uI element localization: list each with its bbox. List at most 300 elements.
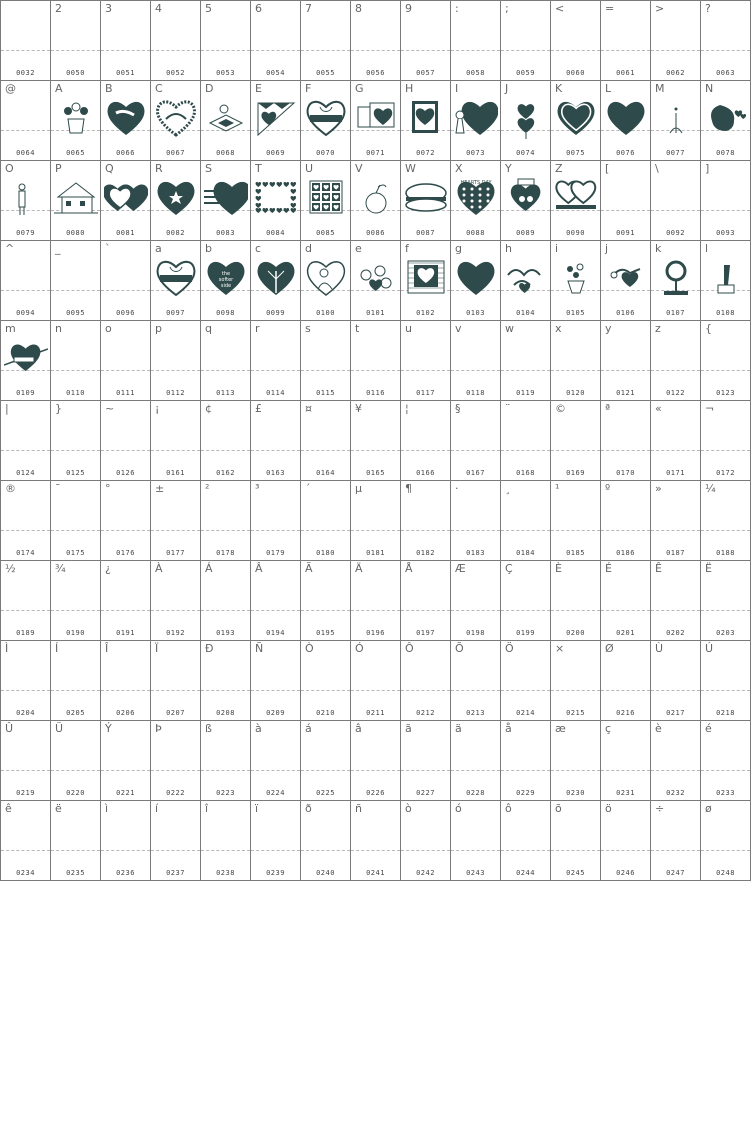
- glyph-character: î: [205, 802, 209, 815]
- glyph-character: §: [455, 402, 461, 415]
- glyph-character: 2: [55, 2, 62, 15]
- glyph-code: 0211: [366, 709, 385, 717]
- glyph-character: L: [605, 82, 612, 95]
- glyph-code: 0120: [566, 389, 585, 397]
- glyph-cell: [301, 561, 351, 640]
- glyph-character: Ø: [605, 642, 614, 655]
- glyph-character: <: [555, 2, 565, 15]
- glyph-code: 0082: [166, 229, 185, 237]
- glyph-character: U: [305, 162, 314, 175]
- glyph-code: 0062: [666, 69, 685, 77]
- glyph-character: C: [155, 82, 163, 95]
- glyph-cell: [501, 321, 551, 400]
- glyph-cell: [1, 81, 51, 160]
- baseline-guide: [351, 690, 400, 691]
- baseline-guide: [501, 370, 550, 371]
- baseline-guide: [1, 130, 50, 131]
- baseline-guide: [301, 770, 350, 771]
- vase-icon: [54, 95, 98, 139]
- glyph-character: ¹: [555, 482, 560, 495]
- glyph-code: 0210: [316, 709, 335, 717]
- baseline-guide: [251, 530, 300, 531]
- baseline-guide: [701, 530, 750, 531]
- glyph-cell: [401, 401, 451, 480]
- glyph-character: ^: [5, 242, 15, 255]
- glyph-cell: [401, 481, 451, 560]
- baseline-guide: [551, 850, 600, 851]
- glyph-character: s: [305, 322, 311, 335]
- baseline-guide: [351, 850, 400, 851]
- glyph-code: 0115: [316, 389, 335, 397]
- glyph-character: :: [455, 2, 459, 15]
- glyph-code: 0224: [266, 789, 285, 797]
- baseline-guide: [301, 450, 350, 451]
- glyph-cell: [201, 81, 251, 160]
- glyph-cell: [301, 1, 351, 80]
- glyph-character: m: [5, 322, 16, 335]
- sign-box-icon: [404, 255, 448, 299]
- glyph-cell: [701, 641, 751, 720]
- glyph-code: 0176: [116, 549, 135, 557]
- glyph-cell: [351, 241, 401, 320]
- glyph-cell: [101, 561, 151, 640]
- glyph-character: ó: [455, 802, 462, 815]
- glyph-cell: [701, 801, 751, 880]
- glyph-code: 0055: [316, 69, 335, 77]
- baseline-guide: [451, 450, 500, 451]
- glyph-code: 0246: [616, 869, 635, 877]
- glyph-cell: [1, 481, 51, 560]
- glyph-code: 0218: [716, 709, 735, 717]
- sandwich-icon: [404, 175, 448, 219]
- baseline-guide: [451, 50, 500, 51]
- baseline-guide: [51, 770, 100, 771]
- glyph-code: 0069: [266, 149, 285, 157]
- baseline-guide: [451, 370, 500, 371]
- baseline-guide: [201, 770, 250, 771]
- glyph-code: 0236: [116, 869, 135, 877]
- glyph-cell: [301, 321, 351, 400]
- glyph-character: ~: [105, 402, 115, 415]
- glyph-cell: [651, 561, 701, 640]
- baseline-guide: [251, 50, 300, 51]
- baseline-guide: [451, 610, 500, 611]
- glyph-character: â: [355, 722, 362, 735]
- glyph-character: Ê: [655, 562, 662, 575]
- glyph-code: 0051: [116, 69, 135, 77]
- glyph-character: 3: [105, 2, 112, 15]
- baseline-guide: [551, 50, 600, 51]
- glyph-cell: [451, 801, 501, 880]
- glyph-cell: [451, 401, 501, 480]
- grid-row: [0, 481, 751, 561]
- glyph-code: 0070: [316, 149, 335, 157]
- baseline-guide: [651, 450, 700, 451]
- glyph-cell: [401, 641, 451, 720]
- glyph-cell: [601, 321, 651, 400]
- baseline-guide: [151, 770, 200, 771]
- glyph-character: ï: [255, 802, 259, 815]
- baseline-guide: [1, 450, 50, 451]
- grid-row: [0, 721, 751, 801]
- glyph-cell: [501, 241, 551, 320]
- glyph-character: Ö: [505, 642, 514, 655]
- glyph-character: é: [705, 722, 712, 735]
- glyph-character: ¸: [505, 482, 511, 495]
- glyph-code: 0170: [616, 469, 635, 477]
- svg-text:the: the: [221, 271, 231, 277]
- glyph-cell: [701, 1, 751, 80]
- glyph-character: J: [505, 82, 509, 95]
- glyph-character: Á: [205, 562, 213, 575]
- glyph-code: 0167: [466, 469, 485, 477]
- glyph-code: 0222: [166, 789, 185, 797]
- glyph-character: `: [105, 242, 111, 255]
- glyph-cell: [51, 241, 101, 320]
- glyph-character: ¦: [405, 402, 409, 415]
- glyph-cell: [501, 801, 551, 880]
- glyph-code: 0202: [666, 629, 685, 637]
- glyph-cell: [451, 241, 501, 320]
- glyph-code: 0175: [66, 549, 85, 557]
- glyph-character: Ó: [355, 642, 364, 655]
- baseline-guide: [351, 530, 400, 531]
- glyph-code: 0097: [166, 309, 185, 317]
- glyph-code: 0076: [616, 149, 635, 157]
- glyph-character: u: [405, 322, 412, 335]
- glyph-code: 0207: [166, 709, 185, 717]
- glyph-cell: [651, 1, 701, 80]
- glyph-code: 0245: [566, 869, 585, 877]
- baseline-guide: [401, 770, 450, 771]
- baseline-guide: [1, 530, 50, 531]
- girl-heart-icon: [454, 95, 498, 139]
- glyph-code: 0225: [316, 789, 335, 797]
- glyph-cell: [601, 641, 651, 720]
- glyph-code: 0107: [666, 309, 685, 317]
- glyph-code: 0220: [66, 789, 85, 797]
- glyph-character: [: [605, 162, 610, 175]
- glyph-code: 0166: [416, 469, 435, 477]
- glyph-code: 0235: [66, 869, 85, 877]
- glyph-cell: [501, 641, 551, 720]
- glyph-code: 0174: [16, 549, 35, 557]
- glyph-character: d: [305, 242, 312, 255]
- glyph-code: 0123: [716, 389, 735, 397]
- glyph-character: @: [5, 82, 16, 95]
- speed-heart-icon: [204, 175, 248, 219]
- glyph-character: H: [405, 82, 414, 95]
- glyph-cell: [51, 1, 101, 80]
- glyph-cell: [51, 401, 101, 480]
- glyph-code: 0092: [666, 229, 685, 237]
- glyph-character: ß: [205, 722, 212, 735]
- figure-icon: [4, 175, 48, 219]
- glyph-code: 0229: [516, 789, 535, 797]
- glyph-cell: [101, 721, 151, 800]
- glyph-cell: [401, 241, 451, 320]
- glyph-cell: [301, 721, 351, 800]
- glyph-character: »: [655, 482, 662, 495]
- baseline-guide: [101, 690, 150, 691]
- baseline-guide: [701, 850, 750, 851]
- glyph-character: R: [155, 162, 163, 175]
- glyph-code: 0105: [566, 309, 585, 317]
- glyph-cell: [51, 641, 101, 720]
- glyph-cell: [151, 161, 201, 240]
- glyph-cell: [51, 81, 101, 160]
- house-icon: [54, 175, 98, 219]
- baseline-guide: [301, 530, 350, 531]
- glyph-cell: [251, 641, 301, 720]
- statue-icon: [704, 255, 748, 299]
- baseline-guide: [251, 690, 300, 691]
- star-heart-icon: [154, 175, 198, 219]
- baseline-guide: [401, 370, 450, 371]
- corner-icon: [254, 95, 298, 139]
- baseline-guide: [151, 690, 200, 691]
- baseline-guide: [1, 290, 50, 291]
- glyph-code: 0198: [466, 629, 485, 637]
- glyph-character: Ã: [305, 562, 313, 575]
- glyph-character: õ: [555, 802, 562, 815]
- glyph-character: è: [655, 722, 662, 735]
- glyph-character: ñ: [355, 802, 362, 815]
- glyph-cell: [551, 801, 601, 880]
- glyph-cell: [251, 241, 301, 320]
- glyph-cell: [101, 321, 151, 400]
- glyph-character: ã: [405, 722, 412, 735]
- baseline-guide: [701, 210, 750, 211]
- glyph-character: ë: [55, 802, 62, 815]
- glyph-cell: [151, 801, 201, 880]
- glyph-code: 0226: [366, 789, 385, 797]
- glyph-character: G: [355, 82, 364, 95]
- baseline-guide: [251, 770, 300, 771]
- glyph-code: 0124: [16, 469, 35, 477]
- glyph-code: 0094: [16, 309, 35, 317]
- glyph-cell: [701, 81, 751, 160]
- glyph-character: ×: [555, 642, 565, 655]
- baseline-guide: [551, 610, 600, 611]
- baseline-guide: [51, 290, 100, 291]
- glyph-cell: [1, 401, 51, 480]
- glyph-character: o: [105, 322, 112, 335]
- baseline-guide: [301, 690, 350, 691]
- glyph-character: °: [105, 482, 111, 495]
- glyph-cell: [401, 1, 451, 80]
- baseline-guide: [351, 610, 400, 611]
- glyph-character: ê: [5, 802, 12, 815]
- baseline-guide: [551, 370, 600, 371]
- glyph-code: 0117: [416, 389, 435, 397]
- glyph-cell: [151, 241, 201, 320]
- glyph-character: x: [555, 322, 562, 335]
- baseline-guide: [451, 770, 500, 771]
- glyph-cell: [701, 161, 751, 240]
- glyph-cell: [351, 641, 401, 720]
- glyph-code: 0104: [516, 309, 535, 317]
- glyph-cell: [501, 161, 551, 240]
- glyph-character: ·: [455, 482, 459, 495]
- glyph-cell: [501, 721, 551, 800]
- glyph-cell: [651, 641, 701, 720]
- glyph-cell: [451, 561, 501, 640]
- glyph-code: 0118: [466, 389, 485, 397]
- glyph-cell: [1, 801, 51, 880]
- glyph-character: Ë: [705, 562, 712, 575]
- glyph-code: 0244: [516, 869, 535, 877]
- baseline-guide: [401, 530, 450, 531]
- glyph-character: ²: [205, 482, 210, 495]
- glyph-cell: [351, 721, 401, 800]
- glyph-code: 0078: [716, 149, 735, 157]
- baseline-guide: [301, 370, 350, 371]
- glyph-character: \: [655, 162, 659, 175]
- glyph-code: 0066: [116, 149, 135, 157]
- glyph-cell: [401, 321, 451, 400]
- glyph-cell: [251, 561, 301, 640]
- glyph-character: ¡: [155, 402, 160, 415]
- glyph-character: n: [55, 322, 62, 335]
- baseline-guide: [201, 610, 250, 611]
- glyph-cell: [251, 1, 301, 80]
- glyph-character: ä: [455, 722, 462, 735]
- glyph-character: t: [355, 322, 360, 335]
- glyph-code: 0071: [366, 149, 385, 157]
- grid-row: [0, 1, 751, 81]
- glyph-character: W: [405, 162, 416, 175]
- glyph-character: Ñ: [255, 642, 264, 655]
- glyph-code: 0113: [216, 389, 235, 397]
- glyph-character: v: [455, 322, 462, 335]
- glyph-cell: [51, 721, 101, 800]
- glyph-character: ±: [155, 482, 165, 495]
- glyph-code: 0057: [416, 69, 435, 77]
- heart-frame-icon: [254, 175, 298, 219]
- glyph-character: ò: [405, 802, 412, 815]
- glyph-code: 0072: [416, 149, 435, 157]
- baseline-guide: [701, 50, 750, 51]
- glyph-cell: [651, 481, 701, 560]
- glyph-cell: [501, 1, 551, 80]
- sign-heart-icon: [504, 175, 548, 219]
- glyph-character: ¯: [55, 482, 61, 495]
- glyph-code: 0237: [166, 869, 185, 877]
- glyph-code: 0087: [416, 229, 435, 237]
- glyph-cell: [251, 401, 301, 480]
- glyph-character: A: [55, 82, 63, 95]
- glyph-character: {: [705, 322, 712, 335]
- glyph-character: p: [155, 322, 162, 335]
- glyph-cell: [551, 721, 601, 800]
- glyph-code: 0186: [616, 549, 635, 557]
- glyph-cell: [1, 1, 51, 80]
- glyph-code: 0109: [16, 389, 35, 397]
- baseline-guide: [101, 530, 150, 531]
- baseline-guide: [51, 690, 100, 691]
- glyph-code: 0059: [516, 69, 535, 77]
- baseline-guide: [51, 370, 100, 371]
- glyph-cell: [651, 321, 701, 400]
- baseline-guide: [51, 610, 100, 611]
- glyph-code: 0116: [366, 389, 385, 397]
- glyph-character: Û: [5, 722, 14, 735]
- baseline-guide: [651, 850, 700, 851]
- balloons-icon: [504, 95, 548, 139]
- glyph-character: ¿: [105, 562, 111, 575]
- glyph-cell: [551, 321, 601, 400]
- glyph-cell: [401, 801, 451, 880]
- banner-heart-icon: [154, 255, 198, 299]
- glyph-cell: [601, 721, 651, 800]
- glyph-cell: [701, 721, 751, 800]
- glyph-code: 0106: [616, 309, 635, 317]
- cards-icon: [354, 95, 398, 139]
- glyph-cell: [251, 721, 301, 800]
- glyph-cell: [151, 641, 201, 720]
- glyph-cell: [551, 561, 601, 640]
- glyph-code: 0065: [66, 149, 85, 157]
- baseline-guide: [651, 610, 700, 611]
- glyph-cell: [651, 161, 701, 240]
- glyph-code: 0203: [716, 629, 735, 637]
- baseline-guide: [301, 850, 350, 851]
- glyph-character: j: [605, 242, 609, 255]
- glyph-cell: [451, 1, 501, 80]
- glyph-character: V: [355, 162, 363, 175]
- glyph-character: «: [655, 402, 662, 415]
- glyph-code: 0182: [416, 549, 435, 557]
- baseline-guide: [51, 850, 100, 851]
- glyph-code: 0187: [666, 549, 685, 557]
- glyph-cell: [251, 481, 301, 560]
- glyph-character: Ï: [155, 642, 159, 655]
- baseline-guide: [601, 530, 650, 531]
- glyph-cell: [351, 81, 401, 160]
- glyph-character: _: [55, 242, 61, 255]
- baseline-guide: [501, 450, 550, 451]
- glyph-character: 7: [305, 2, 312, 15]
- baseline-guide: [651, 370, 700, 371]
- grid-row: [0, 81, 751, 161]
- glyph-character: E: [255, 82, 262, 95]
- baseline-guide: [201, 370, 250, 371]
- glyph-cell: [701, 321, 751, 400]
- glyph-cell: [301, 241, 351, 320]
- framed-heart-icon: [554, 95, 598, 139]
- glyph-code: 0183: [466, 549, 485, 557]
- baseline-guide: [251, 450, 300, 451]
- glyph-character: £: [255, 402, 262, 415]
- two-hearts-icon: [554, 175, 598, 219]
- glyph-cell: [1, 721, 51, 800]
- glyph-cell: [301, 641, 351, 720]
- glyph-character: ª: [605, 402, 611, 415]
- glyph-character: a: [155, 242, 162, 255]
- arrow-heart-icon: [4, 335, 48, 379]
- glyph-character: ¥: [355, 402, 362, 415]
- glyph-code: 0101: [366, 309, 385, 317]
- glyph-cell: [551, 161, 601, 240]
- glyph-cell: [101, 161, 151, 240]
- glyph-code: 0194: [266, 629, 285, 637]
- glyph-cell: [501, 401, 551, 480]
- glyph-cell: [201, 321, 251, 400]
- grid-row: [0, 561, 751, 641]
- glyph-code: 0172: [716, 469, 735, 477]
- glyph-character: w: [505, 322, 514, 335]
